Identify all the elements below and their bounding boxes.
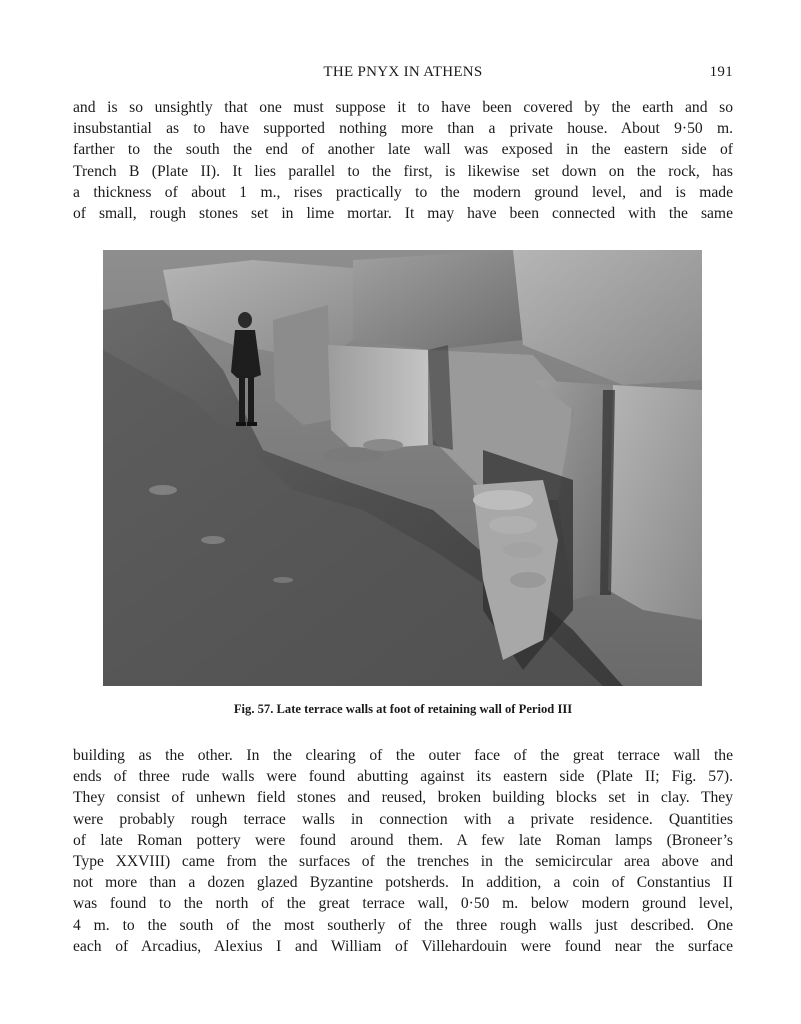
text-line: Trench B (Plate II). It lies parallel to the first, is likewise set down on the rock, has xyxy=(73,162,733,180)
text-line: 4 m. to the south of the most southerly of the three rough walls just described. One xyxy=(73,916,733,934)
text-line: They consist of unhewn field stones and reused, broken building blocks set in clay. They xyxy=(73,789,733,807)
text-line: farther to the south the end of another late wall was exposed in the eastern side of xyxy=(73,141,733,159)
text-line: building as the other. In the clearing of the outer face of the great terrace wall the xyxy=(73,747,733,764)
figure-57 xyxy=(103,250,702,686)
text-line: were probably rough terrace walls in connection with a private residence. Quantities xyxy=(73,810,733,828)
paragraph-bottom xyxy=(73,745,733,957)
text-line: of late Roman pottery were found around them. A few late Roman lamps (Broneer’s xyxy=(73,831,733,849)
text-line: each of Arcadius, Alexius I and William of Villehardouin were found near the surface xyxy=(73,937,733,955)
running-head xyxy=(73,62,733,86)
text-line: Type XXVIII) came from the surfaces of the trenches in the semicircular area above and xyxy=(73,853,733,871)
figure-caption: Fig. 57. Late terrace walls at foot of retaining wall of Period III xyxy=(233,702,573,716)
text-line: of small, rough stones set in lime mortar. It may have been connected with the same xyxy=(73,205,733,223)
text-line: and is so unsightly that one must suppose it to have been covered by the earth and so xyxy=(73,99,733,116)
excavation-photograph xyxy=(103,250,702,686)
paragraph-top xyxy=(73,97,733,224)
page-number: 191 xyxy=(709,64,733,80)
text-line: insubstantial as to have supported nothing more than a private house. About 9·50 m. xyxy=(73,120,733,138)
text-line: not more than a dozen glazed Byzantine potsherds. In addition, a coin of Constantius II xyxy=(73,874,733,892)
text-line: ends of three rude walls were found abutting against its eastern side (Plate II; Fig. 57). xyxy=(73,768,733,786)
running-title: THE PNYX IN ATHENS xyxy=(323,64,483,80)
text-line: was found to the north of the great terrace wall, 0·50 m. below modern ground level, xyxy=(73,895,733,913)
text-line: a thickness of about 1 m., rises practically to the modern ground level, and is made xyxy=(73,183,733,201)
